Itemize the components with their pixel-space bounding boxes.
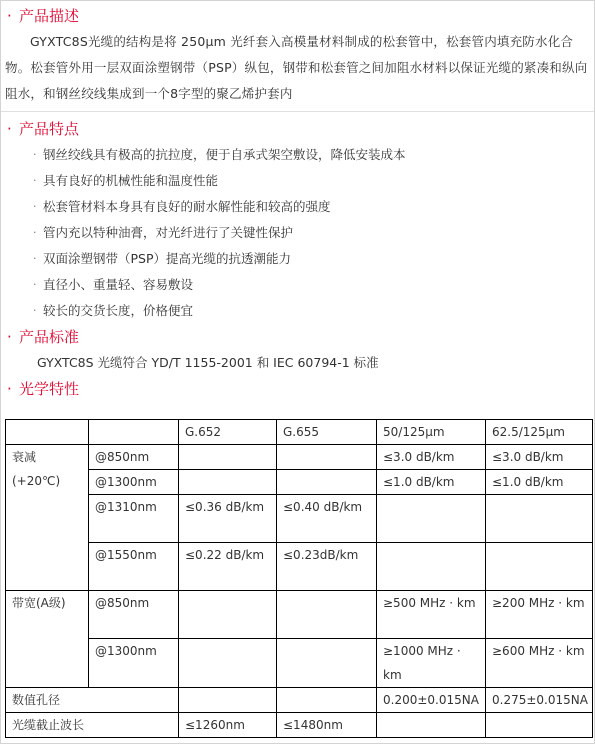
table-cell bbox=[277, 470, 377, 495]
table-cell: ≤1.0 dB/km bbox=[377, 470, 486, 495]
column-header: G.652 bbox=[179, 420, 277, 445]
table-row bbox=[6, 713, 593, 738]
feature-item: · 管内充以特种油膏，对光纤进行了关键性保护 bbox=[33, 220, 594, 246]
table-row bbox=[6, 591, 593, 639]
table-cell: ≥500 MHz · km bbox=[377, 591, 486, 639]
dot-icon: · bbox=[33, 148, 37, 161]
table-cell bbox=[377, 543, 486, 591]
description-section bbox=[1, 1, 594, 107]
table-row bbox=[6, 639, 593, 688]
standard-text: GYXTC8S 光缆符合 YD/T 1155-2001 和 IEC 60794-1 标准 bbox=[37, 355, 379, 370]
bullet-icon: · bbox=[7, 120, 12, 138]
feature-item: · 钢丝绞线具有极高的抗拉度，便于自承式架空敷设，降低安装成本 bbox=[33, 142, 594, 168]
table-row bbox=[6, 470, 593, 495]
description-heading bbox=[1, 3, 594, 29]
wavelength-cell: @1300nm bbox=[89, 639, 179, 688]
dot-icon: · bbox=[33, 226, 37, 239]
table-cell: ≤0.40 dB/km bbox=[277, 495, 377, 543]
table-cell bbox=[486, 495, 593, 543]
dot-icon: · bbox=[33, 200, 37, 213]
feature-item: · 双面涂塑钢带（PSP）提高光缆的抗透潮能力 bbox=[33, 246, 594, 272]
table-row bbox=[6, 445, 593, 470]
feature-item: · 直径小、重量轻、容易敷设 bbox=[33, 272, 594, 298]
table-cell: 0.200±0.015NA bbox=[377, 688, 486, 713]
cutoff-label: 光缆截止波长 bbox=[6, 713, 179, 738]
table-cell bbox=[277, 639, 377, 688]
features-heading bbox=[1, 116, 594, 142]
table-cell: ≤0.23dB/km bbox=[277, 543, 377, 591]
wavelength-cell: @1300nm bbox=[89, 470, 179, 495]
table-row bbox=[6, 495, 593, 543]
table-cell: ≤0.22 dB/km bbox=[179, 543, 277, 591]
bullet-icon: · bbox=[7, 7, 12, 25]
feature-item: · 较长的交货长度，价格便宜 bbox=[33, 298, 594, 324]
feature-item: · 具有良好的机械性能和温度性能 bbox=[33, 168, 594, 194]
wavelength-cell: @850nm bbox=[89, 445, 179, 470]
attenuation-label: 衰减 (+20℃) bbox=[6, 445, 89, 591]
wavelength-cell: @1310nm bbox=[89, 495, 179, 543]
table-cell bbox=[277, 591, 377, 639]
table-cell bbox=[486, 713, 593, 738]
wavelength-cell: @850nm bbox=[89, 591, 179, 639]
standard-section bbox=[1, 324, 594, 376]
table-cell: ≥600 MHz · km bbox=[486, 639, 593, 688]
table-cell: ≤1.0 dB/km bbox=[486, 470, 593, 495]
wavelength-cell: @1550nm bbox=[89, 543, 179, 591]
table-header-row bbox=[6, 420, 593, 445]
na-label: 数值孔径 bbox=[6, 688, 179, 713]
table-cell bbox=[89, 420, 179, 445]
feature-item: · 松套管材料本身具有良好的耐水解性能和较高的强度 bbox=[33, 194, 594, 220]
table-cell bbox=[6, 420, 89, 445]
table-cell: ≤1260nm bbox=[179, 713, 277, 738]
dot-icon: · bbox=[33, 252, 37, 265]
table-cell: ≥1000 MHz · km bbox=[377, 639, 486, 688]
dot-icon: · bbox=[33, 174, 37, 187]
table-cell bbox=[486, 543, 593, 591]
table-cell: ≥200 MHz · km bbox=[486, 591, 593, 639]
dot-icon: · bbox=[33, 278, 37, 291]
table-row bbox=[6, 543, 593, 591]
standard-heading bbox=[1, 324, 594, 350]
features-section bbox=[1, 116, 594, 324]
column-header: 62.5/125μm bbox=[486, 420, 593, 445]
table-row bbox=[6, 688, 593, 713]
table-cell: 0.275±0.015NA bbox=[486, 688, 593, 713]
description-text: GYXTC8S光缆的结构是将 250μm 光纤套入高模量材料制成的松套管中，松套管内填充防水化合物。松套管外用一层双面涂塑钢带（PSP）纵包，钢带和松套管之间加阻水材料以保证光缆的紧凑和纵向阻水，和钢丝绞线集成到一个8字型的聚乙烯护套内 bbox=[5, 34, 588, 101]
table-cell bbox=[277, 688, 377, 713]
features-title: 产品特点 bbox=[19, 120, 80, 138]
table-cell bbox=[179, 591, 277, 639]
table-cell bbox=[179, 470, 277, 495]
bullet-icon: · bbox=[7, 328, 12, 346]
dot-icon: · bbox=[33, 304, 37, 317]
optical-table bbox=[5, 419, 593, 738]
table-cell: ≤1480nm bbox=[277, 713, 377, 738]
standard-title: 产品标准 bbox=[19, 328, 80, 346]
optical-section bbox=[1, 376, 594, 402]
table-cell bbox=[179, 639, 277, 688]
table-cell: ≤3.0 dB/km bbox=[486, 445, 593, 470]
table-cell bbox=[277, 445, 377, 470]
table-cell: ≤0.36 dB/km bbox=[179, 495, 277, 543]
section-divider bbox=[1, 111, 594, 112]
features-list bbox=[1, 142, 594, 324]
optical-heading bbox=[1, 376, 594, 402]
bullet-icon: · bbox=[7, 380, 12, 398]
column-header: 50/125μm bbox=[377, 420, 486, 445]
table-cell bbox=[179, 688, 277, 713]
table-cell bbox=[377, 495, 486, 543]
table-cell: ≤3.0 dB/km bbox=[377, 445, 486, 470]
optical-title: 光学特性 bbox=[19, 380, 80, 398]
description-title: 产品描述 bbox=[19, 7, 80, 25]
table-cell bbox=[377, 713, 486, 738]
bandwidth-label: 带宽(A级) bbox=[6, 591, 89, 688]
column-header: G.655 bbox=[277, 420, 377, 445]
table-cell bbox=[179, 445, 277, 470]
